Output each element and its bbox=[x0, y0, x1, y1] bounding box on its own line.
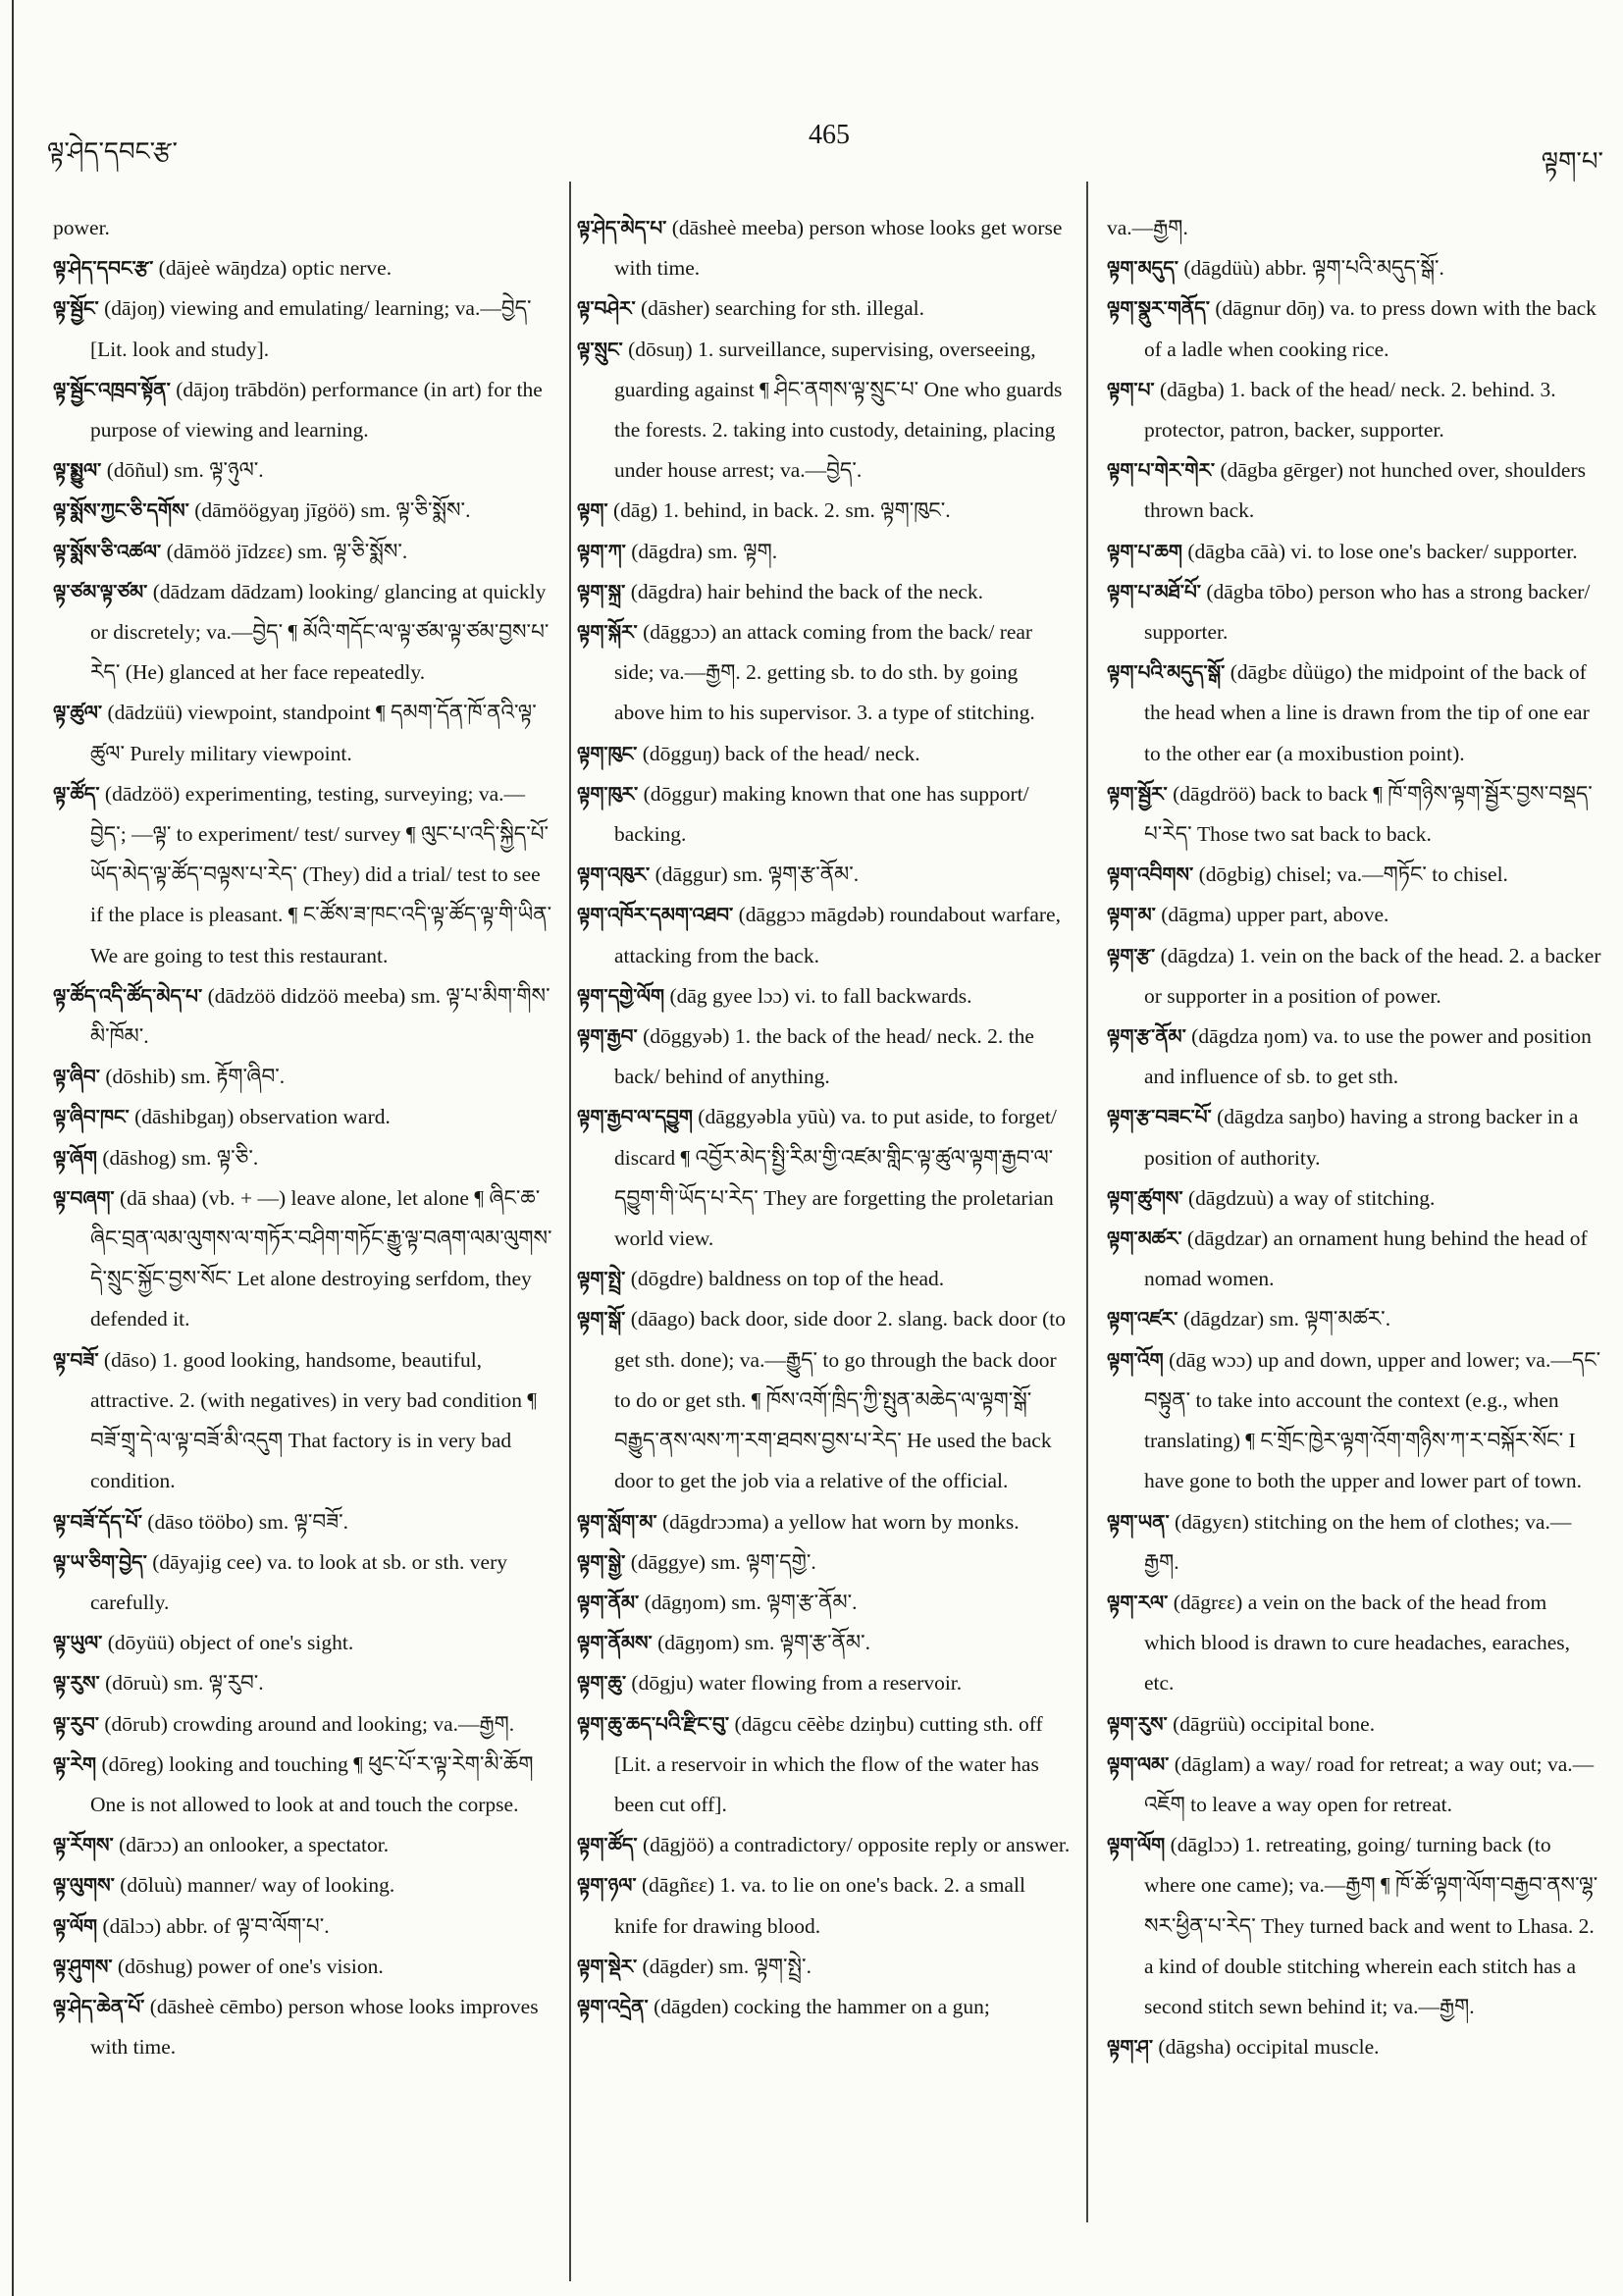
headword: ལྟག་ཚུགས་ bbox=[1107, 1185, 1183, 1210]
definition: (dāsher) searching for sth. illegal. bbox=[641, 296, 924, 321]
dictionary-entry bbox=[1107, 208, 1602, 248]
definition: (dāgdza saŋbo) having a strong backer in a position of authority. bbox=[1144, 1105, 1579, 1170]
definition: (dōgbig) chisel; va.—གཏོང་ to chisel. bbox=[1198, 862, 1508, 887]
dictionary-entry bbox=[53, 1865, 553, 1905]
definition: (dāgba) 1. back of the head/ neck. 2. behind. 3. protector, patron, backer, supporter. bbox=[1144, 377, 1556, 443]
dictionary-entry bbox=[1107, 1745, 1602, 1825]
dictionary-entry bbox=[577, 532, 1073, 572]
definition: (dārɔɔ) an onlooker, a spectator. bbox=[119, 1833, 390, 1857]
dictionary-entry bbox=[53, 248, 553, 288]
dictionary-entry bbox=[1107, 1825, 1602, 2027]
dictionary-entry bbox=[577, 1259, 1073, 1299]
headword: ལྟ་བཞག་ bbox=[53, 1185, 115, 1210]
definition: (dāgdröö) back to back ¶ ཁོ་གཉིས་ལྟག་སྦྱོར་བྱས་བསྡད་པ་རེད་ Those two sat back to back. bbox=[1144, 781, 1593, 847]
column-divider bbox=[569, 182, 571, 2281]
definition: (dāglɔɔ) 1. retreating, going/ turning back (to where one came); va.—རྒྱག ¶ ཁོ་ཚོ་ལྟག་ལོག་བརྒྱབ་ནས་ལྷ་སར་ཕྱིན་པ་རེད་ They turned back and went to Lhasa. 2. a kind of double stitching wherein each stitch has a second stitch sewn behind it; va.—རྒྱག. bbox=[1144, 1833, 1598, 2018]
headword: ལྟག་ཁུང་ bbox=[577, 741, 638, 765]
dictionary-entry bbox=[577, 288, 1073, 329]
definition: (dāgrüù) occipital bone. bbox=[1173, 1711, 1376, 1736]
headword: ལྟག་སྒོ་ bbox=[577, 1307, 626, 1331]
headword: ལྟ་ཚོད་ bbox=[53, 781, 100, 806]
definition: (dāg gyee lɔɔ) vi. to fall backwards. bbox=[669, 983, 972, 1008]
definition: (dōggur) making known that one has support/ backing. bbox=[614, 781, 1029, 847]
definition: (dājeè wāŋdza) optic nerve. bbox=[158, 256, 393, 281]
dictionary-entry bbox=[53, 1340, 553, 1502]
definition: (dāgba cāà) vi. to lose one's backer/ supporter. bbox=[1187, 539, 1578, 563]
headword: ལྟ་སྦྱོང་ bbox=[53, 296, 99, 321]
headword: ལྟག་མ་ bbox=[1107, 903, 1156, 927]
headword: ལྟག་འོག bbox=[1107, 1347, 1164, 1372]
headword: ལྟག་སྒྱེ་ bbox=[577, 1549, 626, 1574]
dictionary-entry bbox=[53, 976, 553, 1057]
dictionary-entry bbox=[53, 288, 553, 369]
dictionary-entry bbox=[577, 1097, 1073, 1259]
dictionary-entry bbox=[1107, 652, 1602, 774]
headword: ལྟག་དགྱེ་ལོག bbox=[577, 983, 665, 1008]
definition: (dōgguŋ) back of the head/ neck. bbox=[642, 741, 920, 765]
dictionary-entry bbox=[1107, 450, 1602, 531]
headword: ལྟག་ལོག bbox=[1107, 1833, 1166, 1857]
column-divider bbox=[1086, 182, 1088, 2222]
definition: (dāgba tōbo) person who has a strong backer/ supporter. bbox=[1144, 579, 1591, 645]
dictionary-entry bbox=[1107, 895, 1602, 935]
dictionary-entry bbox=[1107, 1299, 1602, 1339]
headword: ལྟག་ནོམ་ bbox=[577, 1590, 640, 1614]
headword: ལྟ་རེག bbox=[53, 1751, 97, 1776]
dictionary-entry bbox=[1107, 1178, 1602, 1219]
definition: (dāggye) sm. ལྟག་དགྱེ་. bbox=[630, 1549, 816, 1574]
left-guide-word: ལྟ་ཤེད་དབང་རྩ་ bbox=[47, 137, 178, 166]
definition: (dāg wɔɔ) up and down, upper and lower; va.—དང་བསྟུན་ to take into account the context (e.g., when translating) ¶ ང་གྲོང་ཁྱེར་ལྟག་འོག་གཉིས་ཀ་ར་བསྐོར་སོང་ I have gone to both the upper and lower part of town. bbox=[1144, 1347, 1601, 1493]
definition: (dōyüü) object of one's sight. bbox=[107, 1631, 354, 1655]
dictionary-entry bbox=[577, 1704, 1073, 1826]
headword: ལྟ་རུས་ bbox=[53, 1671, 100, 1696]
dictionary-entry bbox=[53, 1057, 553, 1097]
definition: (dāgder) sm. ལྟག་སྤྲེ་. bbox=[642, 1954, 812, 1978]
definition: (dōggyəb) 1. the back of the head/ neck. 2. the back/ behind of anything. bbox=[614, 1024, 1034, 1089]
dictionary-entry bbox=[53, 1178, 553, 1340]
dictionary-entry bbox=[53, 450, 553, 491]
definition: (dāgdza) 1. vein on the back of the head. 2. a backer or supporter in a position of power. bbox=[1144, 943, 1601, 1008]
definition: (dāgcu cēèbɛ dziŋbu) cutting sth. off [Lit. a reservoir in which the flow of the water has been cut off]. bbox=[614, 1711, 1043, 1816]
definition: (dāgŋom) sm. ལྟག་རྩ་ནོམ་. bbox=[644, 1590, 858, 1614]
dictionary-entry bbox=[53, 1825, 553, 1865]
definition: (dāshibgaŋ) observation ward. bbox=[134, 1105, 391, 1129]
definition: (dā shaa) (vb. + —) leave alone, let alone ¶ ཞིང་ཆ་ཞིང་བྲན་ལམ་ལུགས་ལ་གཏོར་བཤིག་གཏོང་རྒྱུ་ལྟ་བཞག་ལམ་ལུགས་དེ་སྲུང་སྐྱོང་བྱས་སོང་ Let alone destroying serfdom, they defended it. bbox=[90, 1185, 552, 1331]
definition: (dāgdra) sm. ལྟག. bbox=[631, 539, 778, 563]
definition: (dāso) 1. good looking, handsome, beautiful, attractive. 2. (with negatives) in very bad condition ¶ བཟོ་གྲྭ་དེ་ལ་ལྟ་བཟོ་མི་འདུག That factory is in very bad condition. bbox=[90, 1347, 538, 1493]
definition: (dāgdzuù) a way of stitching. bbox=[1188, 1185, 1436, 1210]
headword: ལྟ་ཙམ་ལྟ་ཙམ་ bbox=[53, 579, 148, 603]
headword: ལྟག་ཉལ་ bbox=[577, 1873, 637, 1898]
definition: (dāgbɛ dǜügo) the midpoint of the back of the head when a line is drawn from the tip of one ear to the other ear (a moxibustion point). bbox=[1144, 660, 1590, 765]
headword: ལྟག་མཚར་ bbox=[1107, 1226, 1182, 1251]
headword: ལྟག་སྤྲེ་ bbox=[577, 1267, 626, 1291]
definition: (dāgdza ŋom) va. to use the power and position and influence of sb. to get sth. bbox=[1144, 1024, 1592, 1089]
headword: ལྟ་ཤེད་དབང་རྩ་ bbox=[53, 256, 154, 281]
headword: ལྟ་ལུགས་ bbox=[53, 1873, 115, 1898]
headword: ལྟག་རུས་ bbox=[1107, 1711, 1168, 1736]
dictionary-entry bbox=[53, 1502, 553, 1542]
headword: ལྟ་ཞིབ་ bbox=[53, 1065, 100, 1089]
dictionary-entry bbox=[1107, 1340, 1602, 1502]
definition: (dājoŋ) viewing and emulating/ learning; va.—བྱེད་ [Lit. look and study]. bbox=[90, 296, 532, 361]
headword: ལྟག་འཁུར་ bbox=[577, 862, 651, 887]
headword: ལྟག་སྣུར་གནོད་ bbox=[1107, 296, 1210, 321]
headword: ལྟ་སྨོས་ཀྱང་ཅི་དགོས་ bbox=[53, 498, 189, 523]
headword: ལྟག་སྦྱོར་ bbox=[1107, 781, 1168, 806]
dictionary-entry bbox=[1107, 288, 1602, 369]
dictionary-entry bbox=[577, 572, 1073, 612]
definition: (dāgba gērger) not hunched over, shoulders thrown back. bbox=[1144, 458, 1586, 523]
definition: (dāggur) sm. ལྟག་རྩ་ནོམ་. bbox=[654, 862, 860, 887]
headword: ལྟག་པ་གེར་གེར་ bbox=[1107, 458, 1216, 483]
headword: ལྟག་རྒྱབ་ལ་དབྱུག bbox=[577, 1105, 693, 1129]
headword: ལྟག་རྩ་བཟང་པོ་ bbox=[1107, 1105, 1212, 1129]
dictionary-entry bbox=[577, 734, 1073, 774]
definition: (dāsheè meeba) person whose looks get worse with time. bbox=[614, 216, 1063, 281]
definition: power. bbox=[53, 216, 110, 239]
headword: ལྟག་ཡན་ bbox=[1107, 1509, 1170, 1534]
definition: (dāg) 1. behind, in back. 2. sm. ལྟག་ཁུང་. bbox=[612, 498, 951, 523]
dictionary-entry bbox=[577, 1663, 1073, 1703]
dictionary-entry bbox=[577, 1947, 1073, 1987]
dictionary-entry bbox=[53, 1542, 553, 1623]
headword: ལྟ་སྦྱོང་འཁྲབ་སྟོན་ bbox=[53, 377, 171, 401]
definition: (dādzüü) viewpoint, standpoint ¶ དམག་དོན་ཁོ་ནའི་ལྟ་ཚུལ་ Purely military viewpoint. bbox=[90, 701, 537, 765]
definition: (dādzam dādzam) looking/ glancing at quickly or discretely; va.—བྱེད་ ¶ མོའི་གདོང་ལ་ལྟ་ཙམ་ལྟ་ཙམ་བྱས་པ་རེད་ (He) glanced at her face repeatedly. bbox=[90, 579, 550, 685]
dictionary-entry bbox=[577, 1502, 1073, 1542]
headword: ལྟག་རྩ་ནོམ་ bbox=[1107, 1024, 1186, 1049]
headword: ལྟག་ཀ་ bbox=[577, 539, 626, 563]
headword: ལྟག་འདྲེན་ bbox=[577, 1994, 649, 2018]
headword: ལྟག་སྡེར་ bbox=[577, 1954, 638, 1978]
dictionary-entry bbox=[53, 1623, 553, 1663]
definition: (dāgma) upper part, above. bbox=[1161, 903, 1389, 927]
dictionary-entry bbox=[577, 1017, 1073, 1097]
dictionary-entry bbox=[1107, 248, 1602, 288]
headword: ལྟག་འབིགས་ bbox=[1107, 862, 1194, 887]
definition: (dāglam) a way/ road for retreat; a way out; va.—འཇོག to leave a way open for retreat. bbox=[1144, 1751, 1595, 1816]
dictionary-entry bbox=[577, 774, 1073, 855]
headword: ལྟག་པ་ bbox=[1107, 377, 1155, 401]
definition: (dōñul) sm. ལྟ་ཉུལ་. bbox=[106, 458, 264, 483]
dictionary-entry bbox=[53, 491, 553, 531]
definition: (dāgnur dōŋ) va. to press down with the back of a ladle when cooking rice. bbox=[1144, 296, 1597, 361]
dictionary-entry bbox=[53, 1987, 553, 2067]
headword: ལྟག་པ་ཆག bbox=[1107, 539, 1182, 563]
definition: (dādzöö) experimenting, testing, surveying; va.—བྱེད་; —ལྟ་ to experiment/ test/ survey ¶ ལུང་པ་འདི་སྐྱིད་པོ་ཡོད་མེད་ལྟ་ཚོད་བལྟས་པ་རེད་ (They) did a trial/ test to see if the place is pleasant. ¶ ང་ཚོས་ཟ་ཁང་འདི་ལྟ་ཚོད་ལྟ་གི་ཡིན་ We are going to test this restaurant. bbox=[90, 781, 552, 967]
dictionary-entry bbox=[577, 895, 1073, 975]
page-number: 465 bbox=[809, 120, 850, 150]
headword: ལྟ་ཞིབ་ཁང་ bbox=[53, 1105, 130, 1129]
dictionary-entry bbox=[577, 976, 1073, 1017]
dictionary-entry bbox=[577, 1987, 1073, 2027]
headword: ལྟག་པའི་མདུད་སྒོ་ bbox=[1107, 660, 1226, 685]
dictionary-entry bbox=[53, 1138, 553, 1178]
definition: (dōshib) sm. རྟོག་ཞིབ་. bbox=[105, 1065, 286, 1089]
dictionary-entry bbox=[577, 1825, 1073, 1865]
headword: ལྟ་ཚོད་འདི་ཚོད་མེད་པ་ bbox=[53, 983, 203, 1008]
headword: ལྟག་ཆུ་ཆད་པའི་རྫིང་བུ་ bbox=[577, 1711, 730, 1736]
definition: (dōruù) sm. ལྟ་རུབ་. bbox=[105, 1671, 264, 1696]
dictionary-entry bbox=[53, 1704, 553, 1745]
dictionary-entry bbox=[1107, 774, 1602, 855]
dictionary-entry bbox=[53, 693, 553, 773]
dictionary-entry bbox=[53, 1906, 553, 1947]
definition: (dāgñɛɛ) 1. va. to lie on one's back. 2. a small knife for drawing blood. bbox=[614, 1873, 1025, 1938]
definition: (dāgyɛn) stitching on the hem of clothes; va.—རྒྱག. bbox=[1144, 1509, 1572, 1574]
headword: ལྟ་ཤེད་མེད་པ་ bbox=[577, 216, 667, 239]
dictionary-entry bbox=[577, 1299, 1073, 1501]
headword: ལྟ་ཤེད་ཆེན་པོ་ bbox=[53, 1994, 145, 2018]
headword: ལྟག་རྒྱབ་ bbox=[577, 1024, 638, 1049]
headword: ལྟ་སྲུང་ bbox=[577, 337, 623, 361]
headword: ལྟ་ཡུལ་ bbox=[53, 1631, 103, 1655]
dictionary-entry bbox=[577, 1865, 1073, 1946]
dictionary-entry bbox=[53, 208, 553, 248]
headword: ལྟ་སྨོས་ཅི་འཚལ་ bbox=[53, 539, 162, 563]
headword: ལྟ་ཡ་ཅིག་བྱེད་ bbox=[53, 1549, 147, 1574]
definition: (dāgdra) hair behind the back of the neck. bbox=[630, 579, 984, 603]
dictionary-entry bbox=[1107, 1583, 1602, 1704]
definition: (dājoŋ trābdön) performance (in art) for the purpose of viewing and learning. bbox=[90, 377, 543, 443]
headword: ལྟག་ཚོད་ bbox=[577, 1833, 638, 1857]
dictionary-entry bbox=[1107, 572, 1602, 652]
definition: (dōrub) crowding around and looking; va.—རྒྱག. bbox=[104, 1711, 515, 1736]
dictionary-entry bbox=[577, 1583, 1073, 1623]
dictionary-entry bbox=[1107, 855, 1602, 895]
dictionary-entry bbox=[53, 1663, 553, 1703]
headword: ལྟ་ཚུལ་ bbox=[53, 701, 103, 725]
dictionary-entry bbox=[53, 532, 553, 572]
dictionary-entry bbox=[53, 774, 553, 976]
dictionary-entry bbox=[1107, 1017, 1602, 1097]
dictionary-entry bbox=[577, 855, 1073, 895]
dictionary-entry bbox=[577, 491, 1073, 531]
headword: ལྟ་ཞོག bbox=[53, 1145, 97, 1170]
definition: (dōgju) water flowing from a reservoir. bbox=[631, 1671, 963, 1696]
dictionary-entry bbox=[1107, 370, 1602, 450]
dictionary-entry bbox=[53, 1097, 553, 1137]
definition: (dōshug) power of one's vision. bbox=[117, 1954, 384, 1978]
column-2 bbox=[577, 208, 1073, 2027]
definition: (dāmöögyaŋ jīgöö) sm. ལྟ་ཅི་སྨོས་. bbox=[194, 498, 471, 523]
definition: (dāgŋom) sm. ལྟག་རྩ་ནོམ་. bbox=[657, 1631, 870, 1655]
dictionary-entry bbox=[577, 1542, 1073, 1583]
definition: (dāso tööbo) sm. ལྟ་བཟོ་. bbox=[147, 1509, 348, 1534]
definition: (dādzöö didzöö meeba) sm. ལྟ་པ་མིག་གིས་མི་ཁོམ་. bbox=[90, 983, 550, 1049]
dictionary-entry bbox=[53, 1947, 553, 1987]
definition: (dāago) back door, side door 2. slang. back door (to get sth. done); va.—རྒྱུད་ to go through the back door to do or get sth. ¶ ཁོས་འགོ་ཁྲིད་ཀྱི་སྤུན་མཆེད་ལ་ལྟག་སྒོ་བརྒྱུད་ནས་ལས་ཀ་རག་ཐབས་བྱས་པ་རེད་ He used the back door to get the job via a relative of the official. bbox=[614, 1307, 1067, 1493]
definition: (dāshog) sm. ལྟ་ཅི་. bbox=[102, 1145, 259, 1170]
definition: (dāgdüù) abbr. ལྟག་པའི་མདུད་སྒོ་. bbox=[1183, 256, 1444, 281]
headword: ལྟ་བཟོ་དོད་པོ་ bbox=[53, 1509, 142, 1534]
dictionary-entry bbox=[1107, 1704, 1602, 1745]
definition: (dāgdrɔɔma) a yellow hat worn by monks. bbox=[662, 1509, 1020, 1534]
dictionary-entry bbox=[53, 572, 553, 694]
headword: ལྟག་འཛར་ bbox=[1107, 1307, 1178, 1331]
definition: (dōreg) looking and touching ¶ ཕུང་པོ་ར་ལྟ་རེག་མི་ཆོག One is not allowed to look at and touch the corpse. bbox=[90, 1751, 534, 1816]
headword: ལྟག་ bbox=[577, 498, 608, 523]
dictionary-entry bbox=[1107, 2027, 1602, 2067]
column-1 bbox=[53, 208, 553, 2067]
definition: (dāggyəbla yūù) va. to put aside, to forget/ discard ¶ འབྱོར་མེད་སྤྱི་རིམ་གྱི་འཛམ་གླིང་ལྟ་ཚུལ་ལྟག་རྒྱབ་ལ་དབྱུག་གི་ཡོད་པ་རེད་ They are forgetting the proletarian world view. bbox=[614, 1105, 1057, 1251]
definition: (dōluù) manner/ way of looking. bbox=[120, 1873, 395, 1898]
definition: (dāgrɛɛ) a vein on the back of the head from which blood is drawn to cure headaches, earaches, etc. bbox=[1144, 1590, 1570, 1696]
dictionary-entry bbox=[1107, 532, 1602, 572]
definition: (dāggɔɔ māgdəb) roundabout warfare, attacking from the back. bbox=[614, 903, 1061, 967]
dictionary-entry bbox=[1107, 1097, 1602, 1177]
page-left-edge bbox=[12, 0, 14, 2296]
definition: (dāgdzar) an ornament hung behind the head of nomad women. bbox=[1144, 1226, 1588, 1291]
headword: ལྟག་ཁུར་ bbox=[577, 781, 639, 806]
dictionary-entry bbox=[1107, 936, 1602, 1017]
headword: ལྟག་སྐྲ་ bbox=[577, 579, 626, 603]
definition: (dāgden) cocking the hammer on a gun; bbox=[654, 1994, 990, 2018]
right-guide-word: ལྟག་པ་ bbox=[1541, 147, 1603, 176]
definition: (dāgjöö) a contradictory/ opposite reply or answer. bbox=[643, 1833, 1071, 1857]
definition: (dōgdre) baldness on top of the head. bbox=[630, 1267, 945, 1291]
definition: (dāgsha) occipital muscle. bbox=[1158, 2035, 1380, 2060]
dictionary-entry bbox=[1107, 1502, 1602, 1583]
headword: ལྟག་པ་མཐོ་པོ་ bbox=[1107, 579, 1201, 603]
headword: ལྟག་འཁོར་དམག་འཐབ་ bbox=[577, 903, 734, 927]
definition: (dālɔɔ) abbr. of ལྟ་བ་ལོག་པ་. bbox=[102, 1913, 330, 1938]
dictionary-entry bbox=[577, 208, 1073, 288]
headword: ལྟག་ཤ་ bbox=[1107, 2035, 1154, 2060]
headword: ལྟག་ཆུ་ bbox=[577, 1671, 627, 1696]
headword: ལྟ་རུབ་ bbox=[53, 1711, 99, 1736]
definition: (dāgdzar) sm. ལྟག་མཚར་. bbox=[1182, 1307, 1391, 1331]
definition: va.—རྒྱག. bbox=[1107, 216, 1188, 239]
dictionary-entry bbox=[577, 612, 1073, 734]
headword: ལྟ་ལོག bbox=[53, 1913, 98, 1938]
headword: ལྟ་བཤེར་ bbox=[577, 296, 636, 321]
dictionary-entry bbox=[1107, 1219, 1602, 1299]
definition: (dāsheè cēmbo) person whose looks improves with time. bbox=[90, 1994, 539, 2060]
headword: ལྟག་རྩ་ bbox=[1107, 943, 1156, 967]
dictionary-entry bbox=[53, 1745, 553, 1825]
definition: (dōsuŋ) 1. surveillance, supervising, overseeing, guarding against ¶ ཤིང་ནགས་ལྟ་སྲུང་པ་ One who guards the forests. 2. taking into custody, detaining, placing under house arrest; va.—བྱེད་. bbox=[614, 337, 1063, 483]
headword: ལྟག་མདུད་ bbox=[1107, 256, 1178, 281]
headword: ལྟག་སྐོར་ bbox=[577, 620, 638, 645]
headword: ལྟ་སྨྱུལ་ bbox=[53, 458, 102, 483]
definition: (dāggɔɔ) an attack coming from the back/ rear side; va.—རྒྱག. 2. getting sb. to do sth. by going above him to his supervisor. 3. a type of stitching. bbox=[614, 620, 1035, 725]
headword: ལྟ་ཤུགས་ bbox=[53, 1954, 113, 1978]
definition: (dāmöö jīdzɛɛ) sm. ལྟ་ཅི་སྨོས་. bbox=[166, 539, 408, 563]
dictionary-entry bbox=[577, 1623, 1073, 1663]
dictionary-entry bbox=[53, 370, 553, 450]
column-3 bbox=[1107, 208, 1602, 2067]
headword: ལྟག་སློག་མ་ bbox=[577, 1509, 657, 1534]
headword: ལྟག་ནོམས་ bbox=[577, 1631, 653, 1655]
headword: ལྟ་བཟོ་ bbox=[53, 1347, 99, 1372]
dictionary-entry bbox=[577, 330, 1073, 492]
headword: ལྟག་ལམ་ bbox=[1107, 1751, 1170, 1776]
headword: ལྟ་རོགས་ bbox=[53, 1833, 114, 1857]
definition: (dāyajig cee) va. to look at sb. or sth. very carefully. bbox=[90, 1549, 508, 1614]
headword: ལྟག་རལ་ bbox=[1107, 1590, 1169, 1614]
